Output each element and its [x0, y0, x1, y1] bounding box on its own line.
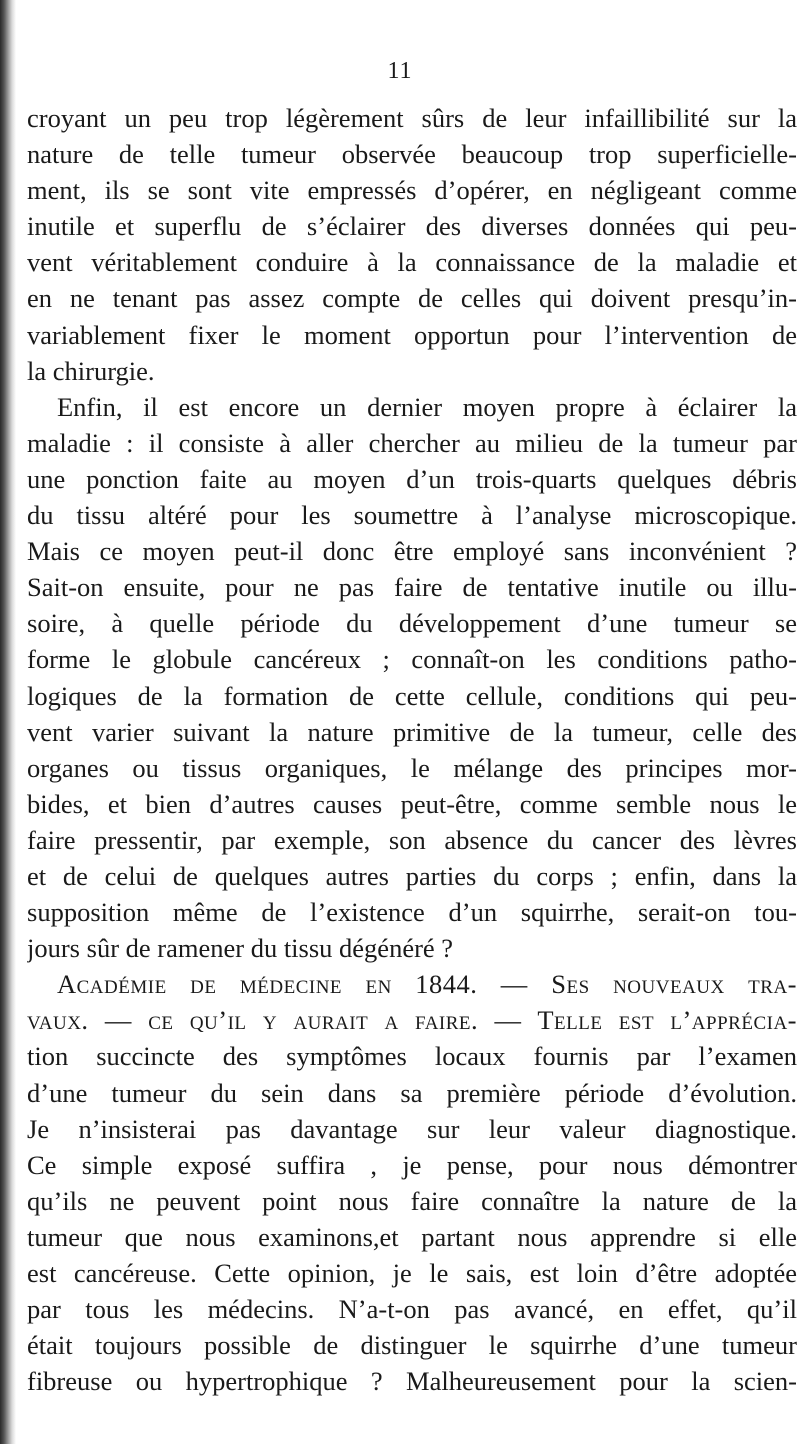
text-line: une ponction faite au moyen d’un trois-quarts quelques débris	[27, 463, 797, 494]
text-line: logiques de la formation de cette cellule, conditions qui peu-	[27, 680, 797, 711]
text-line: croyant un peu trop légèrement sûrs de leur infaillibilité sur la	[27, 103, 797, 133]
text-line: tion succincte des symptômes locaux fournis par l’examen	[27, 1041, 797, 1072]
text-line: organes ou tissus organiques, le mélange des principes mor-	[27, 752, 797, 783]
text-line: est cancéreuse. Cette opinion, je le sais, est loin d’être adoptée	[27, 1258, 797, 1288]
text-line: soire, à quelle période du développement d’une tumeur se	[27, 608, 797, 639]
page-binding-edge	[0, 0, 16, 1444]
text-line: nature de telle tumeur observée beaucoup trop superficielle-	[27, 139, 797, 170]
section-heading-line: vaux. — ce qu’il y aurait a faire. — Telle est l’apprécia-	[27, 1005, 797, 1036]
text-line: était toujours possible de distinguer le squirrhe d’une tumeur	[27, 1330, 797, 1361]
text-line: et de celui de quelques autres parties du corps ; enfin, dans la	[27, 860, 797, 891]
text-line: Sait-on ensuite, pour ne pas faire de tentative inutile ou illu-	[27, 572, 797, 603]
text-line: Ce simple exposé suffira , je pense, pour nous démontrer	[27, 1149, 797, 1180]
text-line: vent varier suivant la nature primitive de la tumeur, celle des	[27, 716, 797, 747]
section-heading-line: Académie de médecine en 1844. — Ses nouveaux tra-	[57, 969, 797, 1000]
text-line: supposition même de l’existence d’un squirrhe, serait-on tou-	[27, 897, 797, 928]
text-line: en ne tenant pas assez compte de celles qui doivent presqu’in-	[27, 283, 797, 314]
text-line: faire pressentir, par exemple, son absence du cancer des lèvres	[27, 824, 797, 855]
text-line: variablement fixer le moment opportun pour l’intervention de	[27, 319, 797, 350]
text-line: ment, ils se sont vite empressés d’opérer, en négligeant comme	[27, 175, 797, 206]
text-line: d’une tumeur du sein dans sa première période d’évolution.	[27, 1077, 797, 1108]
text-line: fibreuse ou hypertrophique ? Malheureusement pour la scien-	[27, 1366, 797, 1397]
body-text	[27, 100, 797, 1399]
text-line: tumeur que nous examinons,et partant nous apprendre si elle	[27, 1221, 797, 1252]
text-line: forme le globule cancéreux ; connaît-on les conditions patho-	[27, 644, 797, 675]
text-line: Mais ce moyen peut-il donc être employé sans inconvénient ?	[27, 536, 797, 567]
text-line: bides, et bien d’autres causes peut-être, comme semble nous le	[27, 788, 797, 819]
text-line: vent véritablement conduire à la connaissance de la maladie et	[27, 247, 797, 278]
text-line: Enfin, il est encore un dernier moyen propre à éclairer la	[57, 391, 797, 422]
text-line: qu’ils ne peuvent point nous faire connaître la nature de la	[27, 1185, 797, 1216]
page-number: 11	[387, 58, 413, 84]
text-line: inutile et superflu de s’éclairer des diverses données qui peu-	[27, 211, 797, 242]
text-line: du tissu altéré pour les soumettre à l’analyse microscopique.	[27, 500, 797, 531]
text-line: maladie : il consiste à aller chercher au milieu de la tumeur par	[27, 427, 797, 458]
text-line: la chirurgie.	[27, 355, 155, 386]
text-line: par tous les médecins. N’a-t-on pas avancé, en effet, qu’il	[27, 1294, 797, 1325]
text-line: Je n’insisterai pas davantage sur leur valeur diagnostique.	[27, 1113, 797, 1144]
text-line: jours sûr de ramener du tissu dégénéré ?	[27, 933, 454, 964]
